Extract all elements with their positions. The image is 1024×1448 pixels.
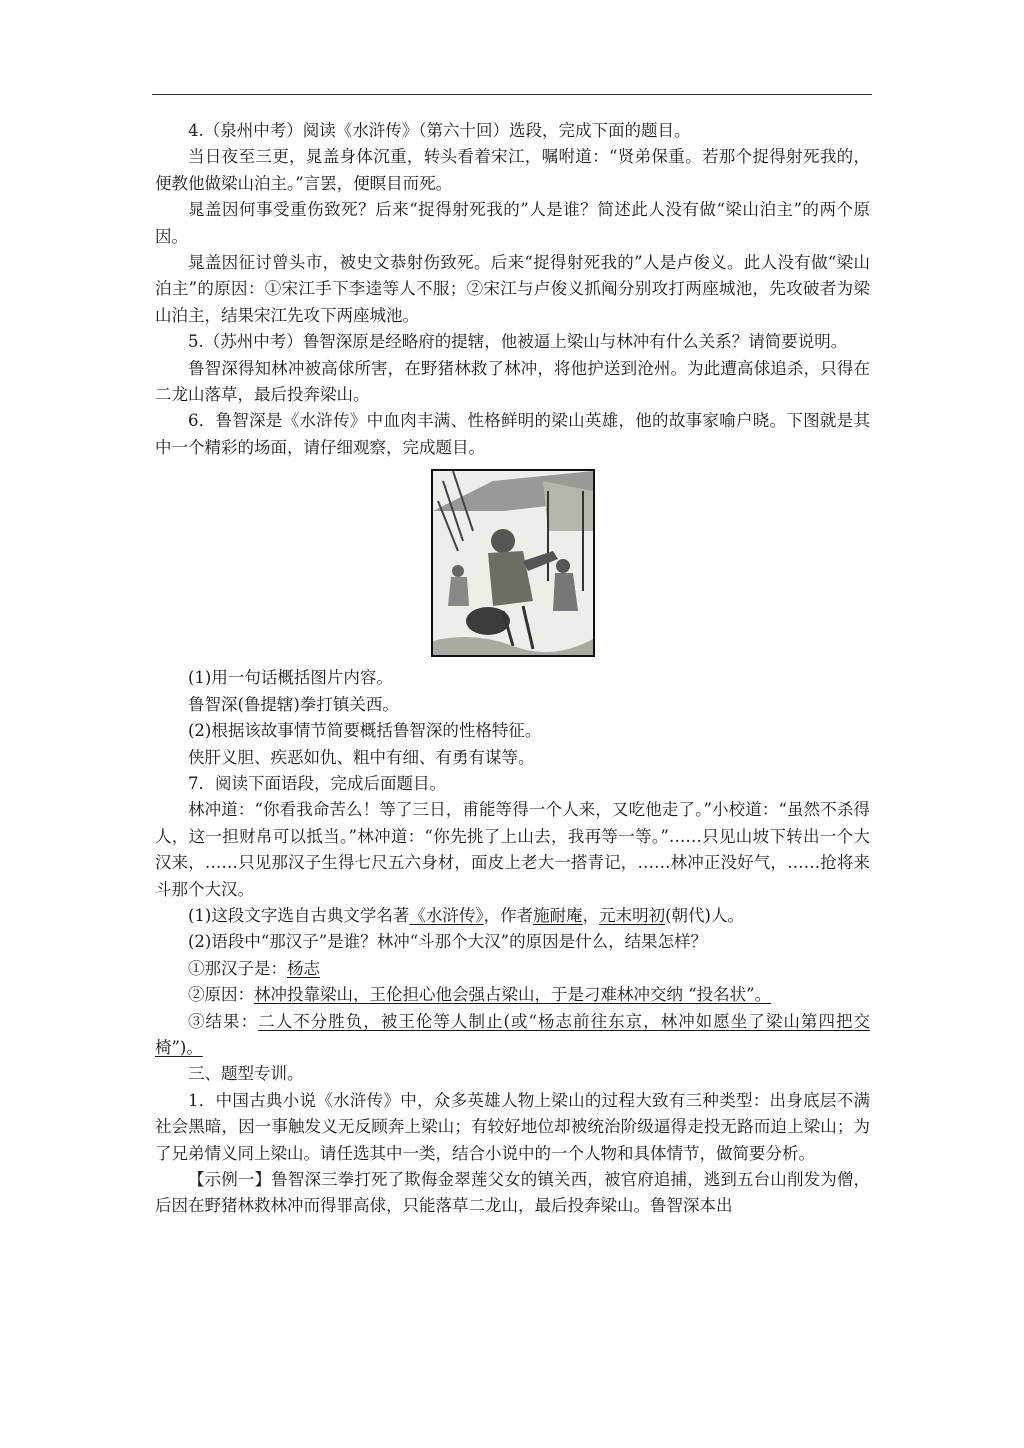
q7-a3-label: ③结果： (188, 1011, 259, 1031)
q7-a2 (155, 982, 870, 1008)
q6-ans2: 侠肝义胆、疾恶如仇、粗中有细、有勇有谋等。 (188, 747, 535, 767)
illustration-image (431, 469, 595, 657)
q6-stem: 6．鲁智深是《水浒传》中血肉丰满、性格鲜明的梁山英雄，他的故事家喻户晓。下图就是其中一个精彩的场面，请仔细观察，完成题目。 (155, 411, 870, 457)
q6-sub1: (1)用一句话概括图片内容。 (188, 668, 393, 688)
q7-a3 (155, 1009, 870, 1062)
q7-stem: 7．阅读下面语段，完成后面题目。 (188, 773, 446, 793)
q7-book: 《水浒传》 (409, 905, 484, 925)
header-rule (152, 94, 872, 95)
q7-passage: 林冲道：“你看我命苦么！等了三日，甫能等得一个人来，又吃他走了。”小校道：“虽然不杀得人，这一担财帛可以抵当。”林冲道：“你先挑了上山去，我再等一等。”……只见山坡下转出一个大汉来，……只见那汉子生得七尺五六身材，面皮上老大一搭青记，……林冲正没好气，……抢将来斗那个大汉。 (155, 800, 870, 899)
q7-a1-label: ①那汉子是： (188, 958, 287, 978)
q7-a1-text: 杨志 (287, 958, 320, 978)
q7-a2-text: 林冲投靠梁山，王伦担心他会强占梁山，于是刁难林冲交纳 “投名状”。 (254, 985, 772, 1005)
woodcut-illustration (433, 471, 593, 655)
q4-passage: 当日夜至三更，晁盖身体沉重，转头看着宋江，嘱咐道：“贤弟保重。若那个捉得射死我的，便教他做梁山泊主。”言罢，便瞑目而死。 (155, 147, 870, 193)
q7-author: 施耐庵 (533, 905, 583, 925)
q7-sub1-mid: ，作者 (483, 905, 534, 925)
q4-stem: 4.（泉州中考）阅读《水浒传》（第六十回）选段，完成下面的题目。 (188, 121, 691, 140)
page-content (155, 118, 870, 1220)
section-3-heading: 三、题型专训。 (188, 1064, 304, 1084)
q7-a2-label: ②原因： (188, 985, 254, 1005)
q6-ans1: 鲁智深(鲁提辖)拳打镇关西。 (188, 694, 399, 714)
sec3-q1: 1．中国古典小说《水浒传》中，众多英雄人物上梁山的过程大致有三种类型：出身底层不满社会黑暗，因一事触发义无反顾奔上梁山；有较好地位却被统治阶级逼得走投无路而迫上梁山；为了兄弟情义同上梁山。请任选其中一类，结合小说中的一个人物和具体情节，做简要分析。 (155, 1090, 870, 1163)
q7-sub1 (155, 903, 870, 929)
q4-question: 晁盖因何事受重伤致死？后来“捉得射死我的”人是谁？简述此人没有做“梁山泊主”的两个原因。 (155, 200, 870, 246)
q7-sub1-sep: ， (582, 905, 600, 925)
q7-a3-text: 二人不分胜负，被王伦等人制止(或“杨志前往东京，林冲如愿坐了梁山第四把交椅”)。 (155, 1011, 871, 1057)
q6-sub2: (2)根据该故事情节简要概括鲁智深的性格特征。 (188, 721, 542, 741)
q5-stem: 5.（苏州中考）鲁智深原是经略府的提辖，他被逼上梁山与林冲有什么关系？请简要说明。 (188, 332, 848, 352)
q7-era: 元末明初 (599, 905, 666, 925)
q5-answer: 鲁智深得知林冲被高俅所害，在野猪林救了林冲，将他护送到沧州。为此遭高俅追杀，只得在二龙山落草，最后投奔梁山。 (155, 358, 870, 405)
sec3-example: 【示例一】鲁智深三拳打死了欺侮金翠莲父女的镇关西，被官府追捕，逃到五台山削发为僧，后因在野猪林救林冲而得罪高俅，只能落草二龙山，最后投奔梁山。鲁智深本出 (155, 1170, 870, 1216)
q7-sub1-pre: (1)这段文字选自古典文学名著 (188, 905, 410, 925)
q7-sub2: (2)语段中“那汉子”是谁？林冲“斗那个大汉”的原因是什么，结果怎样？ (188, 932, 708, 952)
q7-sub1-post: (朝代)人。 (665, 905, 744, 925)
q7-a1 (155, 956, 870, 982)
q4-answer: 晁盖因征讨曾头市，被史文恭射伤致死。后来“捉得射死我的”人是卢俊义。此人没有做“梁山泊主”的原因：①宋江手下李逵等人不服；②宋江与卢俊义抓阄分别攻打两座城池，先攻破者为梁山泊主，结果宋江先攻下两座城池。 (155, 253, 870, 325)
